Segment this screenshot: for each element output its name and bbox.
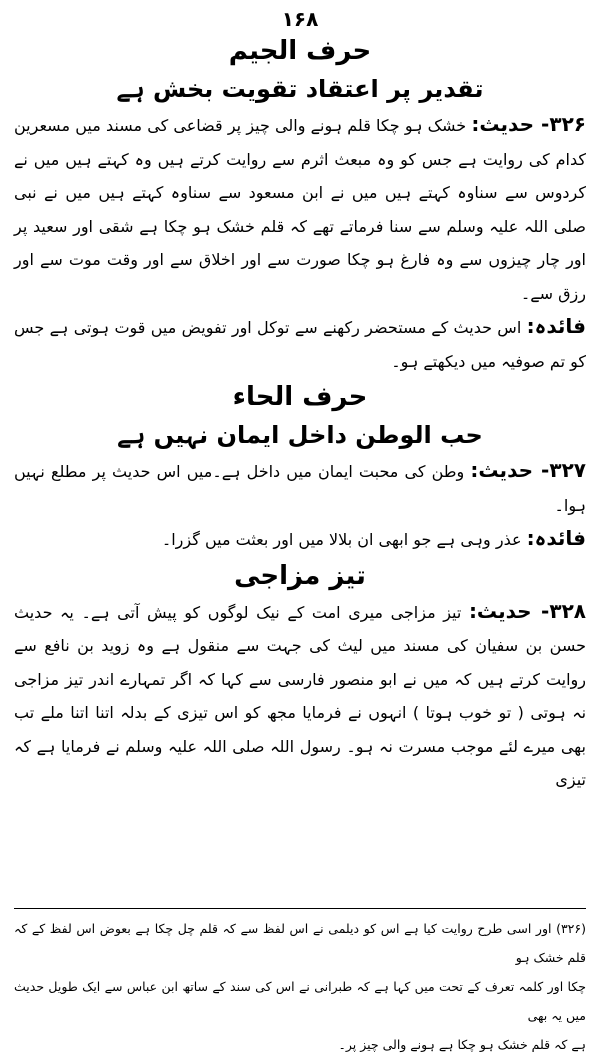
footnote-line: (۳۲۶) اور اسی طرح روایت کیا ہے اس کو دیلمی نے اس لفظ سے کہ قلم چل چکا ہے بعوض اس لفظ کے کہ قلم خشک ہو — [14, 921, 586, 965]
hadith-328-number: ۳۲۸- حدیث: — [468, 598, 586, 623]
hadith-327 — [14, 454, 586, 522]
hadith-326-line: خشک ہو چکا قلم ہونے والی چیز پر قضاعی کی مسند میں — [75, 116, 467, 135]
hadith-326 — [14, 108, 586, 310]
section-subtitle-jeem: تقدیر پر اعتقاد تقویت بخش ہے — [116, 75, 484, 103]
footnote-divider — [14, 908, 586, 909]
hadith-328-line: حدیث حسن بن سفیان کی مسند میں لیث کی جہت سے منقول ہے وہ زوید بن نافع سے — [14, 602, 586, 655]
hadith-326-line: میں نے کردوس سے سناوہ کہتے ہیں میں نے ابن مسعود سے سناوہ کہتے ہیں میں نے نبی — [14, 149, 586, 202]
page-number: ۱۶۸ — [281, 7, 319, 31]
footnote-line: چکا اور کلمہ تعرف کے تحت میں کہا ہے کہ طبرانی نے اس کی سند کے ساتھ ابن عباس سے ایک طویل حدیث میں یہ بھی — [14, 979, 586, 1023]
fayda-326-line: جس کو تم صوفیہ میں دیکھتے ہو۔ — [14, 318, 586, 371]
hadith-326-line: مسعرین کدام کی روایت ہے جس کو وہ مبعث اثرم سے روایت کرتے ہیں وہ کہتے ہیں — [14, 116, 586, 169]
hadith-328-line: تیز مزاجی میری امت کے نیک لوگوں کو پیش آتی ہے۔ یہ — [60, 602, 462, 622]
fayda-327 — [14, 522, 586, 557]
hadith-328-line: ہوتی ( تو خوب ہوتا ) انہوں نے فرمایا مجھ کو اس تیزی کے بدلہ اتنا اتنا ملے تب بھی — [14, 703, 586, 756]
hadith-328 — [14, 595, 586, 797]
fayda-327-line: عذر وہی ہے جو ابھی ان بلالا میں اور بعثت میں گزرا۔ — [161, 530, 522, 549]
fayda-326 — [14, 310, 586, 378]
section-title-jeem: حرف الجیم — [228, 36, 372, 66]
section-title-tez: تیز مزاجی — [234, 560, 366, 591]
section-subtitle-haa: حب الوطن داخل ایمان نہیں ہے — [117, 421, 483, 449]
footnotes — [14, 914, 586, 1059]
fayda-327-label: فائدہ: — [526, 526, 586, 550]
fayda-326-line: اس حدیث کے مستحضر رکھنے سے توکل اور تفویض میں قوت ہوتی ہے — [49, 318, 522, 337]
hadith-327-number: ۳۲۷- حدیث: — [470, 458, 586, 482]
hadith-328-line: روایت کرتے ہیں کہ میں نے ابو منصور فارسی سے کہا کہ اگر تمہارے اندر تیز مزاجی نہ — [14, 669, 587, 722]
hadith-328-line: میرے لئے موجب مسرت نہ ہو۔ رسول اللہ صلی اللہ علیہ وسلم نے فرمایا ہے کہ تیزی — [14, 736, 586, 789]
footnote-line: ہے کہ قلم خشک ہو چکا ہے ہونے والی چیز پر۔ — [338, 1037, 586, 1052]
section-title-haa: حرف الحاء — [232, 382, 368, 412]
hadith-327-line: وطن کی محبت ایمان میں داخل ہے۔میں اس حدیث پر مطلع نہیں ہوا۔ — [14, 462, 586, 515]
fayda-326-label: فائدہ: — [526, 314, 586, 338]
hadith-326-line: صلی اللہ علیہ وسلم سے سنا فرماتے تھے کہ قلم خشک ہو چکا ہے شقی اور سعید پر اور چار چیزوں — [14, 216, 587, 269]
hadith-326-number: ۳۲۶- حدیث: — [471, 112, 586, 136]
hadith-326-line: سے وہ فارغ ہو چکا صورت سے اور اخلاق سے اور وقت موت سے اور رزق سے۔ — [14, 250, 586, 303]
